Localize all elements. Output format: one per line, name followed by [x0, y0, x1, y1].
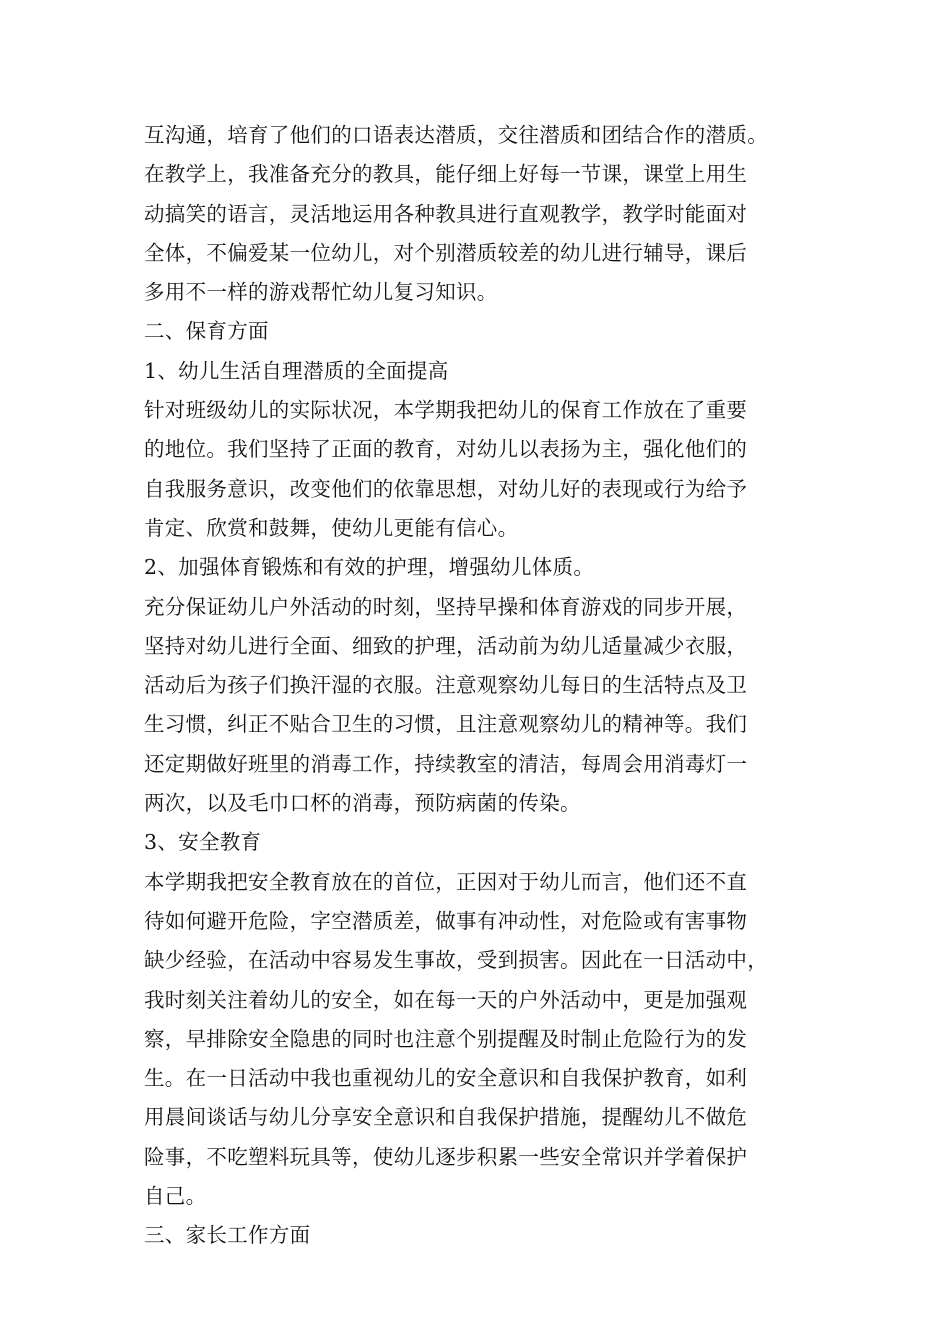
paragraph-line: 的地位。我们坚持了正面的教育，对幼儿以表扬为主，强化他们的 [144, 437, 748, 462]
paragraph-line: 待如何避开危险，字空潜质差，做事有冲动性，对危险或有害事物 [144, 908, 748, 933]
paragraph-line: 针对班级幼儿的实际状况，本学期我把幼儿的保育工作放在了重要 [144, 398, 748, 423]
paragraph-line: 生习惯，纠正不贴合卫生的习惯，且注意观察幼儿的精神等。我们 [144, 712, 748, 737]
paragraph-line: 全体，不偏爱某一位幼儿，对个别潜质较差的幼儿进行辅导，课后 [144, 240, 748, 265]
paragraph-line: 我时刻关注着幼儿的安全，如在每一天的户外活动中，更是加强观 [144, 987, 748, 1012]
section-heading: 二、保育方面 [144, 319, 269, 344]
paragraph-line: 用晨间谈话与幼儿分享安全意识和自我保护措施，提醒幼儿不做危 [144, 1105, 748, 1130]
paragraph-line: 互沟通，培育了他们的口语表达潜质，交往潜质和团结合作的潜质。 [144, 123, 768, 147]
subsection-heading: 3、安全教育 [144, 830, 262, 855]
paragraph-line: 两次，以及毛巾口杯的消毒，预防病菌的传染。 [144, 791, 581, 816]
paragraph-line: 多用不一样的游戏帮忙幼儿复习知识。 [144, 280, 498, 305]
paragraph-line: 险事，不吃塑料玩具等，使幼儿逐步积累一些安全常识并学着保护 [144, 1144, 748, 1169]
subsection-heading: 2、加强体育锻炼和有效的护理，增强幼儿体质。 [144, 555, 595, 580]
paragraph-line: 活动后为孩子们换汗湿的衣服。注意观察幼儿每日的生活特点及卫 [144, 673, 748, 698]
paragraph-line: 自己。 [144, 1184, 207, 1209]
paragraph-line: 坚持对幼儿进行全面、细致的护理，活动前为幼儿适量减少衣服， [144, 633, 748, 658]
document-body [144, 116, 824, 1256]
paragraph-line: 缺少经验，在活动中容易发生事故，受到损害。因此在一日活动中， [144, 948, 768, 973]
subsection-heading: 1、幼儿生活自理潜质的全面提高 [144, 358, 449, 383]
paragraph-line: 肯定、欣赏和鼓舞，使幼儿更能有信心。 [144, 515, 519, 540]
paragraph-line: 充分保证幼儿户外活动的时刻，坚持早操和体育游戏的同步开展， [144, 594, 748, 619]
paragraph-line: 还定期做好班里的消毒工作，持续教室的清洁，每周会用消毒灯一 [144, 751, 748, 776]
paragraph-line: 自我服务意识，改变他们的依靠思想，对幼儿好的表现或行为给予 [144, 476, 748, 501]
paragraph-line: 生。在一日活动中我也重视幼儿的安全意识和自我保护教育，如利 [144, 1066, 748, 1091]
paragraph-line: 察，早排除安全隐患的同时也注意个别提醒及时制止危险行为的发 [144, 1026, 748, 1051]
paragraph-line: 在教学上，我准备充分的教具，能仔细上好每一节课，课堂上用生 [144, 162, 748, 187]
paragraph-line: 本学期我把安全教育放在的首位，正因对于幼儿而言，他们还不直 [144, 869, 748, 894]
section-heading: 三、家长工作方面 [144, 1223, 311, 1248]
paragraph-line: 动搞笑的语言，灵活地运用各种教具进行直观教学，教学时能面对 [144, 201, 748, 226]
